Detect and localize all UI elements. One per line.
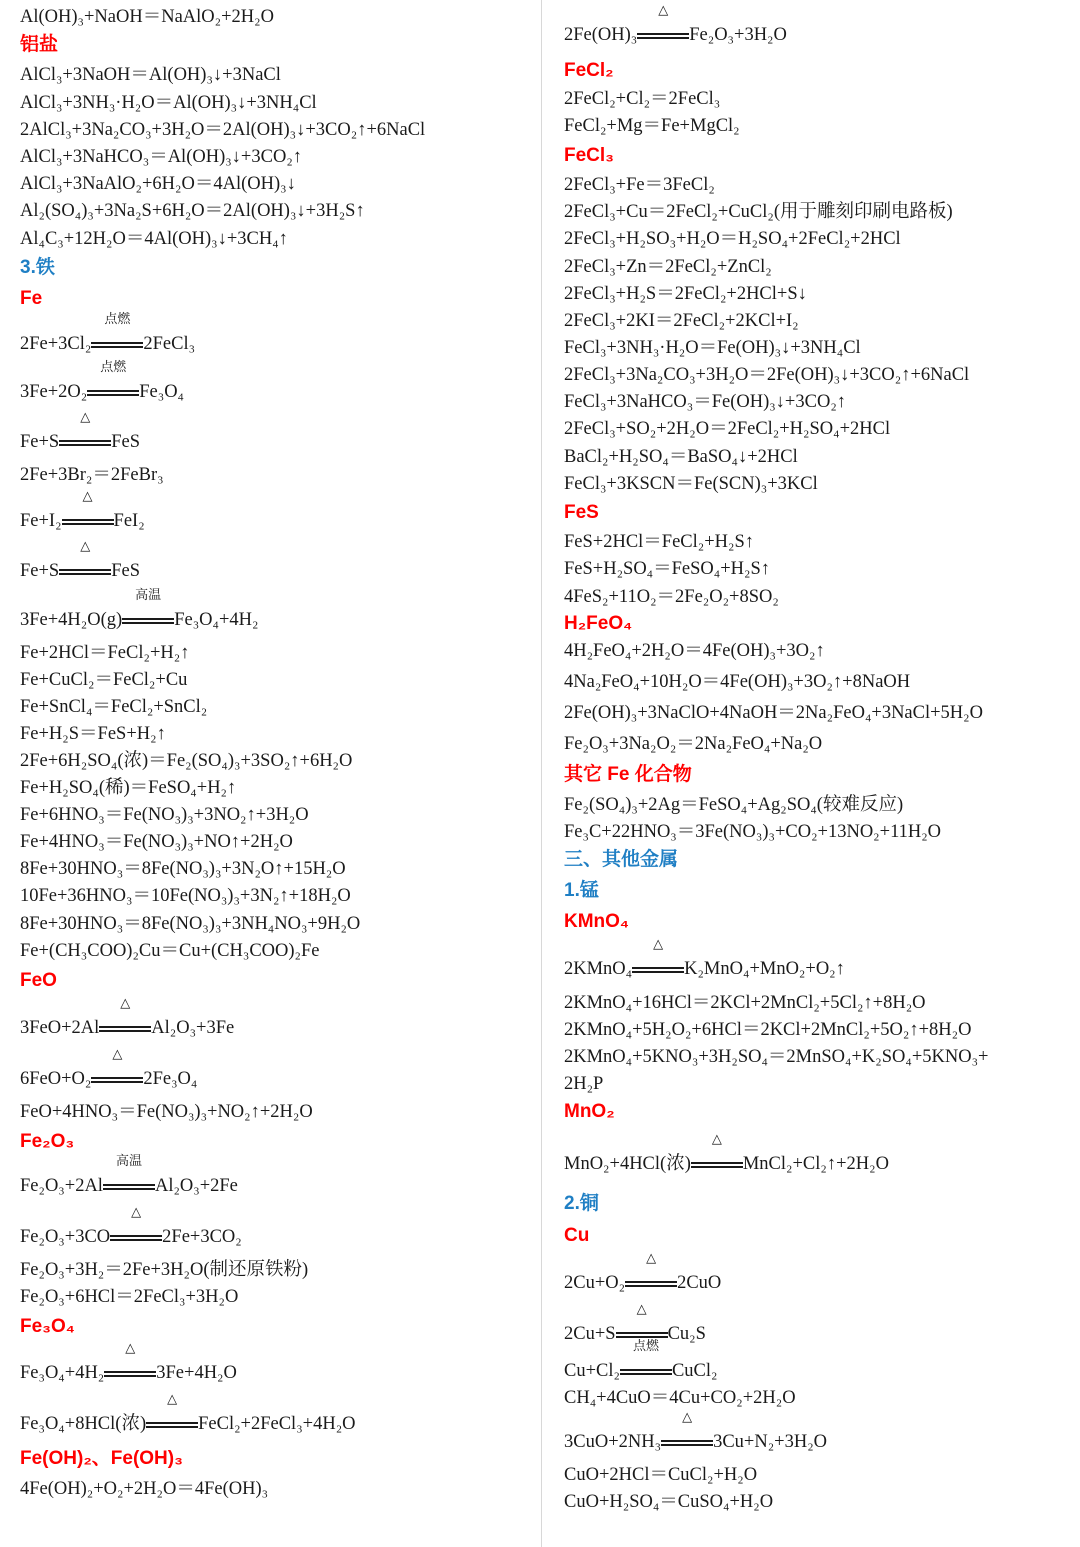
equation: 2Fe(OH)₃+3NaClO+4NaOH＝2Na₂FeO₄+3NaCl+5H₂O bbox=[564, 703, 983, 723]
section-heading: FeO bbox=[20, 970, 57, 991]
equation: AlCl₃+3NaAlO₂+6H₂O＝4Al(OH)₃↓ bbox=[20, 174, 296, 194]
equation: 2FeCl₃+Cu＝2FeCl₂+CuCl₂(用于雕刻印刷电路板) bbox=[564, 202, 953, 222]
equation-reactants: Fe₃O₄+4H₂ bbox=[20, 1363, 105, 1383]
equation: 2FeCl₃+2KI＝2FeCl₂+2KCl+I₂ bbox=[564, 311, 799, 331]
heat-triangle-icon: △ bbox=[82, 489, 93, 504]
reaction-condition: 点燃 bbox=[632, 1339, 659, 1354]
equation-products: 2FeCl₃ bbox=[143, 334, 196, 354]
equation-products: 3Cu+N₂+3H₂O bbox=[713, 1432, 827, 1452]
equation-products: 2Fe₃O₄ bbox=[143, 1069, 198, 1089]
section-heading: FeCl₂ bbox=[564, 60, 614, 81]
equation-reactants: 3Fe+2O₂ bbox=[20, 382, 88, 402]
equation-reactants: 3Fe+4H₂O(g) bbox=[20, 610, 123, 630]
equation: FeS+H₂SO₄＝FeSO₄+H₂S↑ bbox=[564, 559, 771, 579]
equation: FeCl₃+3KSCN＝Fe(SCN)₃+3KCl bbox=[564, 474, 818, 494]
section-heading: MnO₂ bbox=[564, 1101, 615, 1122]
conditional-equation bbox=[20, 1154, 238, 1197]
section-heading: Cu bbox=[564, 1225, 590, 1246]
equation: FeCl₃+3NH₃·H₂O＝Fe(OH)₃↓+3NH₄Cl bbox=[564, 338, 861, 358]
double-line-condition-sign bbox=[104, 1341, 156, 1384]
equation: Al₂(SO₄)₃+3Na₂S+6H₂O＝2Al(OH)₃↓+3H₂S↑ bbox=[20, 201, 365, 221]
equation: 4Na₂FeO₄+10H₂O＝4Fe(OH)₃+3O₂↑+8NaOH bbox=[564, 672, 911, 692]
conditional-equation bbox=[564, 1339, 718, 1382]
conditional-equation bbox=[564, 3, 787, 46]
equation-reactants: Cu+Cl₂ bbox=[564, 1361, 620, 1381]
conditional-equation bbox=[564, 1251, 722, 1294]
equation: 2Fe+3Br₂＝2FeBr₃ bbox=[20, 465, 164, 485]
equation-products: CuCl₂ bbox=[671, 1361, 718, 1381]
equation: Fe+4HNO₃＝Fe(NO₃)₃+NO↑+2H₂O bbox=[20, 832, 293, 852]
equation-products: 2CuO bbox=[677, 1273, 722, 1293]
double-line-condition-sign bbox=[632, 937, 684, 980]
section-heading: Fe₂O₃ bbox=[20, 1131, 75, 1152]
equation: BaCl₂+H₂SO₄＝BaSO₄↓+2HCl bbox=[564, 447, 798, 467]
equation-reactants: Fe₂O₃+3CO bbox=[20, 1227, 111, 1247]
equation-products: FeI₂ bbox=[113, 511, 145, 531]
equation-reactants: 3FeO+2Al bbox=[20, 1018, 100, 1038]
equation: 2FeCl₃+SO₂+2H₂O＝2FeCl₂+H₂SO₄+2HCl bbox=[564, 419, 891, 439]
equation-products: FeS bbox=[111, 432, 141, 452]
equation: 8Fe+30HNO₃＝8Fe(NO₃)₃+3N₂O↑+15H₂O bbox=[20, 859, 346, 879]
double-line-condition-sign bbox=[637, 3, 689, 46]
double-line-condition-sign bbox=[99, 996, 151, 1039]
equation: Fe₂O₃+3Na₂O₂＝2Na₂FeO₄+Na₂O bbox=[564, 734, 823, 754]
conditional-equation bbox=[564, 937, 845, 980]
equation-reactants: 6FeO+O₂ bbox=[20, 1069, 92, 1089]
equation: 2AlCl₃+3Na₂CO₃+3H₂O＝2Al(OH)₃↓+3CO₂↑+6NaCl bbox=[20, 120, 426, 140]
equation: 2FeCl₃+Zn＝2FeCl₂+ZnCl₂ bbox=[564, 257, 772, 277]
heat-triangle-icon: △ bbox=[120, 996, 131, 1011]
double-line-condition-sign bbox=[59, 410, 111, 453]
conditional-equation bbox=[564, 1410, 827, 1453]
double-line-condition-sign bbox=[103, 1154, 155, 1197]
section-heading: H₂FeO₄ bbox=[564, 613, 633, 634]
double-line-condition-sign bbox=[122, 588, 174, 631]
double-line-condition-sign bbox=[691, 1132, 743, 1175]
chapter-heading: 三、其他金属 bbox=[564, 849, 679, 870]
equation-products: Cu₂S bbox=[667, 1324, 706, 1344]
equation: AlCl₃+3NH₃·H₂O＝Al(OH)₃↓+3NH₄Cl bbox=[20, 93, 317, 113]
conditional-equation bbox=[20, 1341, 237, 1384]
equation: Al₄C₃+12H₂O＝4Al(OH)₃↓+3CH₄↑ bbox=[20, 229, 288, 249]
equation-reactants: Fe+I₂ bbox=[20, 511, 62, 531]
double-line-condition-sign bbox=[91, 1047, 143, 1090]
equation: CuO+H₂SO₄＝CuSO₄+H₂O bbox=[564, 1492, 774, 1512]
conditional-equation bbox=[564, 1132, 889, 1175]
heat-triangle-icon: △ bbox=[658, 3, 669, 18]
conditional-equation bbox=[20, 1047, 198, 1090]
equation: 2FeCl₃+H₂SO₃+H₂O＝H₂SO₄+2FeCl₂+2HCl bbox=[564, 229, 901, 249]
equation: Fe+SnCl₄＝FeCl₂+SnCl₂ bbox=[20, 697, 208, 717]
reaction-condition: 高温 bbox=[135, 588, 162, 603]
equation-reactants: 2Fe(OH)₃ bbox=[564, 25, 638, 45]
heat-triangle-icon: △ bbox=[682, 1410, 693, 1425]
equation-reactants: 2Fe+3Cl₂ bbox=[20, 334, 92, 354]
double-line-condition-sign bbox=[625, 1251, 677, 1294]
equation: 4FeS₂+11O₂＝2Fe₂O₂+8SO₂ bbox=[564, 587, 779, 607]
chapter-heading: 1.锰 bbox=[564, 880, 599, 901]
heat-triangle-icon: △ bbox=[636, 1302, 647, 1317]
double-line-condition-sign bbox=[87, 360, 139, 403]
equation: Fe₂O₃+3H₂＝2Fe+3H₂O(制还原铁粉) bbox=[20, 1260, 309, 1280]
heat-triangle-icon: △ bbox=[653, 937, 664, 952]
equation-reactants: 2Cu+O₂ bbox=[564, 1273, 626, 1293]
equation-products: Fe₂O₃+3H₂O bbox=[689, 25, 787, 45]
heat-triangle-icon: △ bbox=[646, 1251, 657, 1266]
conditional-equation bbox=[20, 588, 259, 631]
equation: FeS+2HCl＝FeCl₂+H₂S↑ bbox=[564, 532, 755, 552]
equation: FeO+4HNO₃＝Fe(NO₃)₃+NO₂↑+2H₂O bbox=[20, 1102, 313, 1122]
equation-reactants: Fe₃O₄+8HCl(浓) bbox=[20, 1414, 147, 1434]
equation: 2FeCl₃+Fe＝3FeCl₂ bbox=[564, 175, 715, 195]
section-heading: FeS bbox=[564, 502, 599, 523]
heat-triangle-icon: △ bbox=[167, 1392, 178, 1407]
equation-reactants: 3CuO+2NH₃ bbox=[564, 1432, 662, 1452]
conditional-equation bbox=[20, 539, 141, 582]
conditional-equation bbox=[20, 360, 185, 403]
equation-products: FeCl₂+2FeCl₃+4H₂O bbox=[198, 1414, 356, 1434]
double-line-condition-sign bbox=[620, 1339, 672, 1382]
double-line-condition-sign bbox=[62, 489, 114, 532]
equation: Fe+(CH₃COO)₂Cu＝Cu+(CH₃COO)₂Fe bbox=[20, 941, 320, 961]
section-heading: KMnO₄ bbox=[564, 911, 629, 932]
equation: 2KMnO₄+16HCl＝2KCl+2MnCl₂+5Cl₂↑+8H₂O bbox=[564, 993, 926, 1013]
equation: FeCl₃+3NaHCO₃＝Fe(OH)₃↓+3CO₂↑ bbox=[564, 392, 847, 412]
equation: AlCl₃+3NaHCO₃＝Al(OH)₃↓+3CO₂↑ bbox=[20, 147, 303, 167]
equation: 2FeCl₃+H₂S＝2FeCl₂+2HCl+S↓ bbox=[564, 284, 807, 304]
reaction-condition: 点燃 bbox=[100, 360, 127, 375]
chapter-heading: 2.铜 bbox=[564, 1193, 599, 1214]
heat-triangle-icon: △ bbox=[80, 539, 91, 554]
heat-triangle-icon: △ bbox=[112, 1047, 123, 1062]
section-heading: Fe₃O₄ bbox=[20, 1316, 75, 1337]
equation-products: K₂MnO₄+MnO₂+O₂↑ bbox=[684, 959, 845, 979]
double-line-condition-sign bbox=[91, 312, 143, 355]
equation: 8Fe+30HNO₃＝8Fe(NO₃)₃+3NH₄NO₃+9H₂O bbox=[20, 914, 361, 934]
equation-products: FeS bbox=[111, 561, 141, 581]
double-line-condition-sign bbox=[661, 1410, 713, 1453]
conditional-equation bbox=[20, 312, 196, 355]
equation: FeCl₂+Mg＝Fe+MgCl₂ bbox=[564, 116, 740, 136]
equation: 2FeCl₃+3Na₂CO₃+3H₂O＝2Fe(OH)₃↓+3CO₂↑+6NaCl bbox=[564, 365, 970, 385]
heat-triangle-icon: △ bbox=[125, 1341, 136, 1356]
equation: 10Fe+36HNO₃＝10Fe(NO₃)₃+3N₂↑+18H₂O bbox=[20, 886, 351, 906]
equation-products: Fe₃O₄ bbox=[139, 382, 185, 402]
double-line-condition-sign bbox=[59, 539, 111, 582]
section-heading: Fe(OH)₂、Fe(OH)₃ bbox=[20, 1448, 183, 1469]
column-divider bbox=[541, 0, 542, 1547]
equation: Fe₃C+22HNO₃＝3Fe(NO₃)₃+CO₂+13NO₂+11H₂O bbox=[564, 822, 942, 842]
equation: CH₄+4CuO＝4Cu+CO₂+2H₂O bbox=[564, 1388, 796, 1408]
heat-triangle-icon: △ bbox=[80, 410, 91, 425]
equation: 2KMnO₄+5KNO₃+3H₂SO₄＝2MnSO₄+K₂SO₄+5KNO₃+ bbox=[564, 1047, 989, 1067]
equation: 2FeCl₂+Cl₂＝2FeCl₃ bbox=[564, 89, 721, 109]
equation-products: MnCl₂+Cl₂↑+2H₂O bbox=[742, 1154, 889, 1174]
equation: 2Fe+6H₂SO₄(浓)＝Fe₂(SO₄)₃+3SO₂↑+6H₂O bbox=[20, 751, 353, 771]
section-heading: 铝盐 bbox=[20, 34, 59, 55]
double-line-condition-sign bbox=[146, 1392, 198, 1435]
equation-reactants: 2KMnO₄ bbox=[564, 959, 633, 979]
section-heading: Fe bbox=[20, 288, 43, 309]
equation-products: Fe₃O₄+4H₂ bbox=[174, 610, 259, 630]
conditional-equation bbox=[20, 410, 141, 453]
equation-reactants: MnO₂+4HCl(浓) bbox=[564, 1154, 691, 1174]
equation: Fe+CuCl₂＝FeCl₂+Cu bbox=[20, 670, 188, 690]
equation: CuO+2HCl＝CuCl₂+H₂O bbox=[564, 1465, 758, 1485]
equation-reactants: Fe₂O₃+2Al bbox=[20, 1176, 103, 1196]
reaction-condition: 高温 bbox=[115, 1154, 142, 1169]
equation: Fe₂(SO₄)₃+2Ag＝FeSO₄+Ag₂SO₄(较难反应) bbox=[564, 795, 904, 815]
equation-products: Al₂O₃+2Fe bbox=[154, 1176, 238, 1196]
conditional-equation bbox=[20, 1392, 356, 1435]
equation: Fe+H₂SO₄(稀)＝FeSO₄+H₂↑ bbox=[20, 778, 237, 798]
section-heading: FeCl₃ bbox=[564, 145, 614, 166]
equation: Fe+2HCl＝FeCl₂+H₂↑ bbox=[20, 643, 190, 663]
equation: 4Fe(OH)₂+O₂+2H₂O＝4Fe(OH)₃ bbox=[20, 1479, 269, 1499]
equation-products: Al₂O₃+3Fe bbox=[151, 1018, 235, 1038]
conditional-equation bbox=[20, 1205, 242, 1248]
equation: 2H₂P bbox=[564, 1074, 604, 1094]
equation: 2KMnO₄+5H₂O₂+6HCl＝2KCl+2MnCl₂+5O₂↑+8H₂O bbox=[564, 1020, 972, 1040]
equation-products: 3Fe+4H₂O bbox=[156, 1363, 237, 1383]
equation: 4H₂FeO₄+2H₂O＝4Fe(OH)₃+3O₂↑ bbox=[564, 641, 825, 661]
reaction-condition: 点燃 bbox=[104, 312, 131, 327]
equation: Fe₂O₃+6HCl＝2FeCl₃+3H₂O bbox=[20, 1287, 239, 1307]
heat-triangle-icon: △ bbox=[711, 1132, 722, 1147]
equation-reactants: Fe+S bbox=[20, 561, 60, 581]
chapter-heading: 3.铁 bbox=[20, 257, 55, 278]
double-line-condition-sign bbox=[110, 1205, 162, 1248]
equation-products: 2Fe+3CO₂ bbox=[162, 1227, 242, 1247]
conditional-equation bbox=[20, 996, 235, 1039]
equation-reactants: Fe+S bbox=[20, 432, 60, 452]
heat-triangle-icon: △ bbox=[131, 1205, 142, 1220]
equation: AlCl₃+3NaOH＝Al(OH)₃↓+3NaCl bbox=[20, 65, 281, 85]
equation: Fe+H₂S＝FeS+H₂↑ bbox=[20, 724, 166, 744]
equation: Fe+6HNO₃＝Fe(NO₃)₃+3NO₂↑+3H₂O bbox=[20, 805, 309, 825]
conditional-equation bbox=[20, 489, 145, 532]
section-heading: 其它 Fe 化合物 bbox=[564, 764, 692, 785]
equation-reactants: 2Cu+S bbox=[564, 1324, 616, 1344]
equation: Al(OH)₃+NaOH＝NaAlO₂+2H₂O bbox=[20, 7, 274, 27]
